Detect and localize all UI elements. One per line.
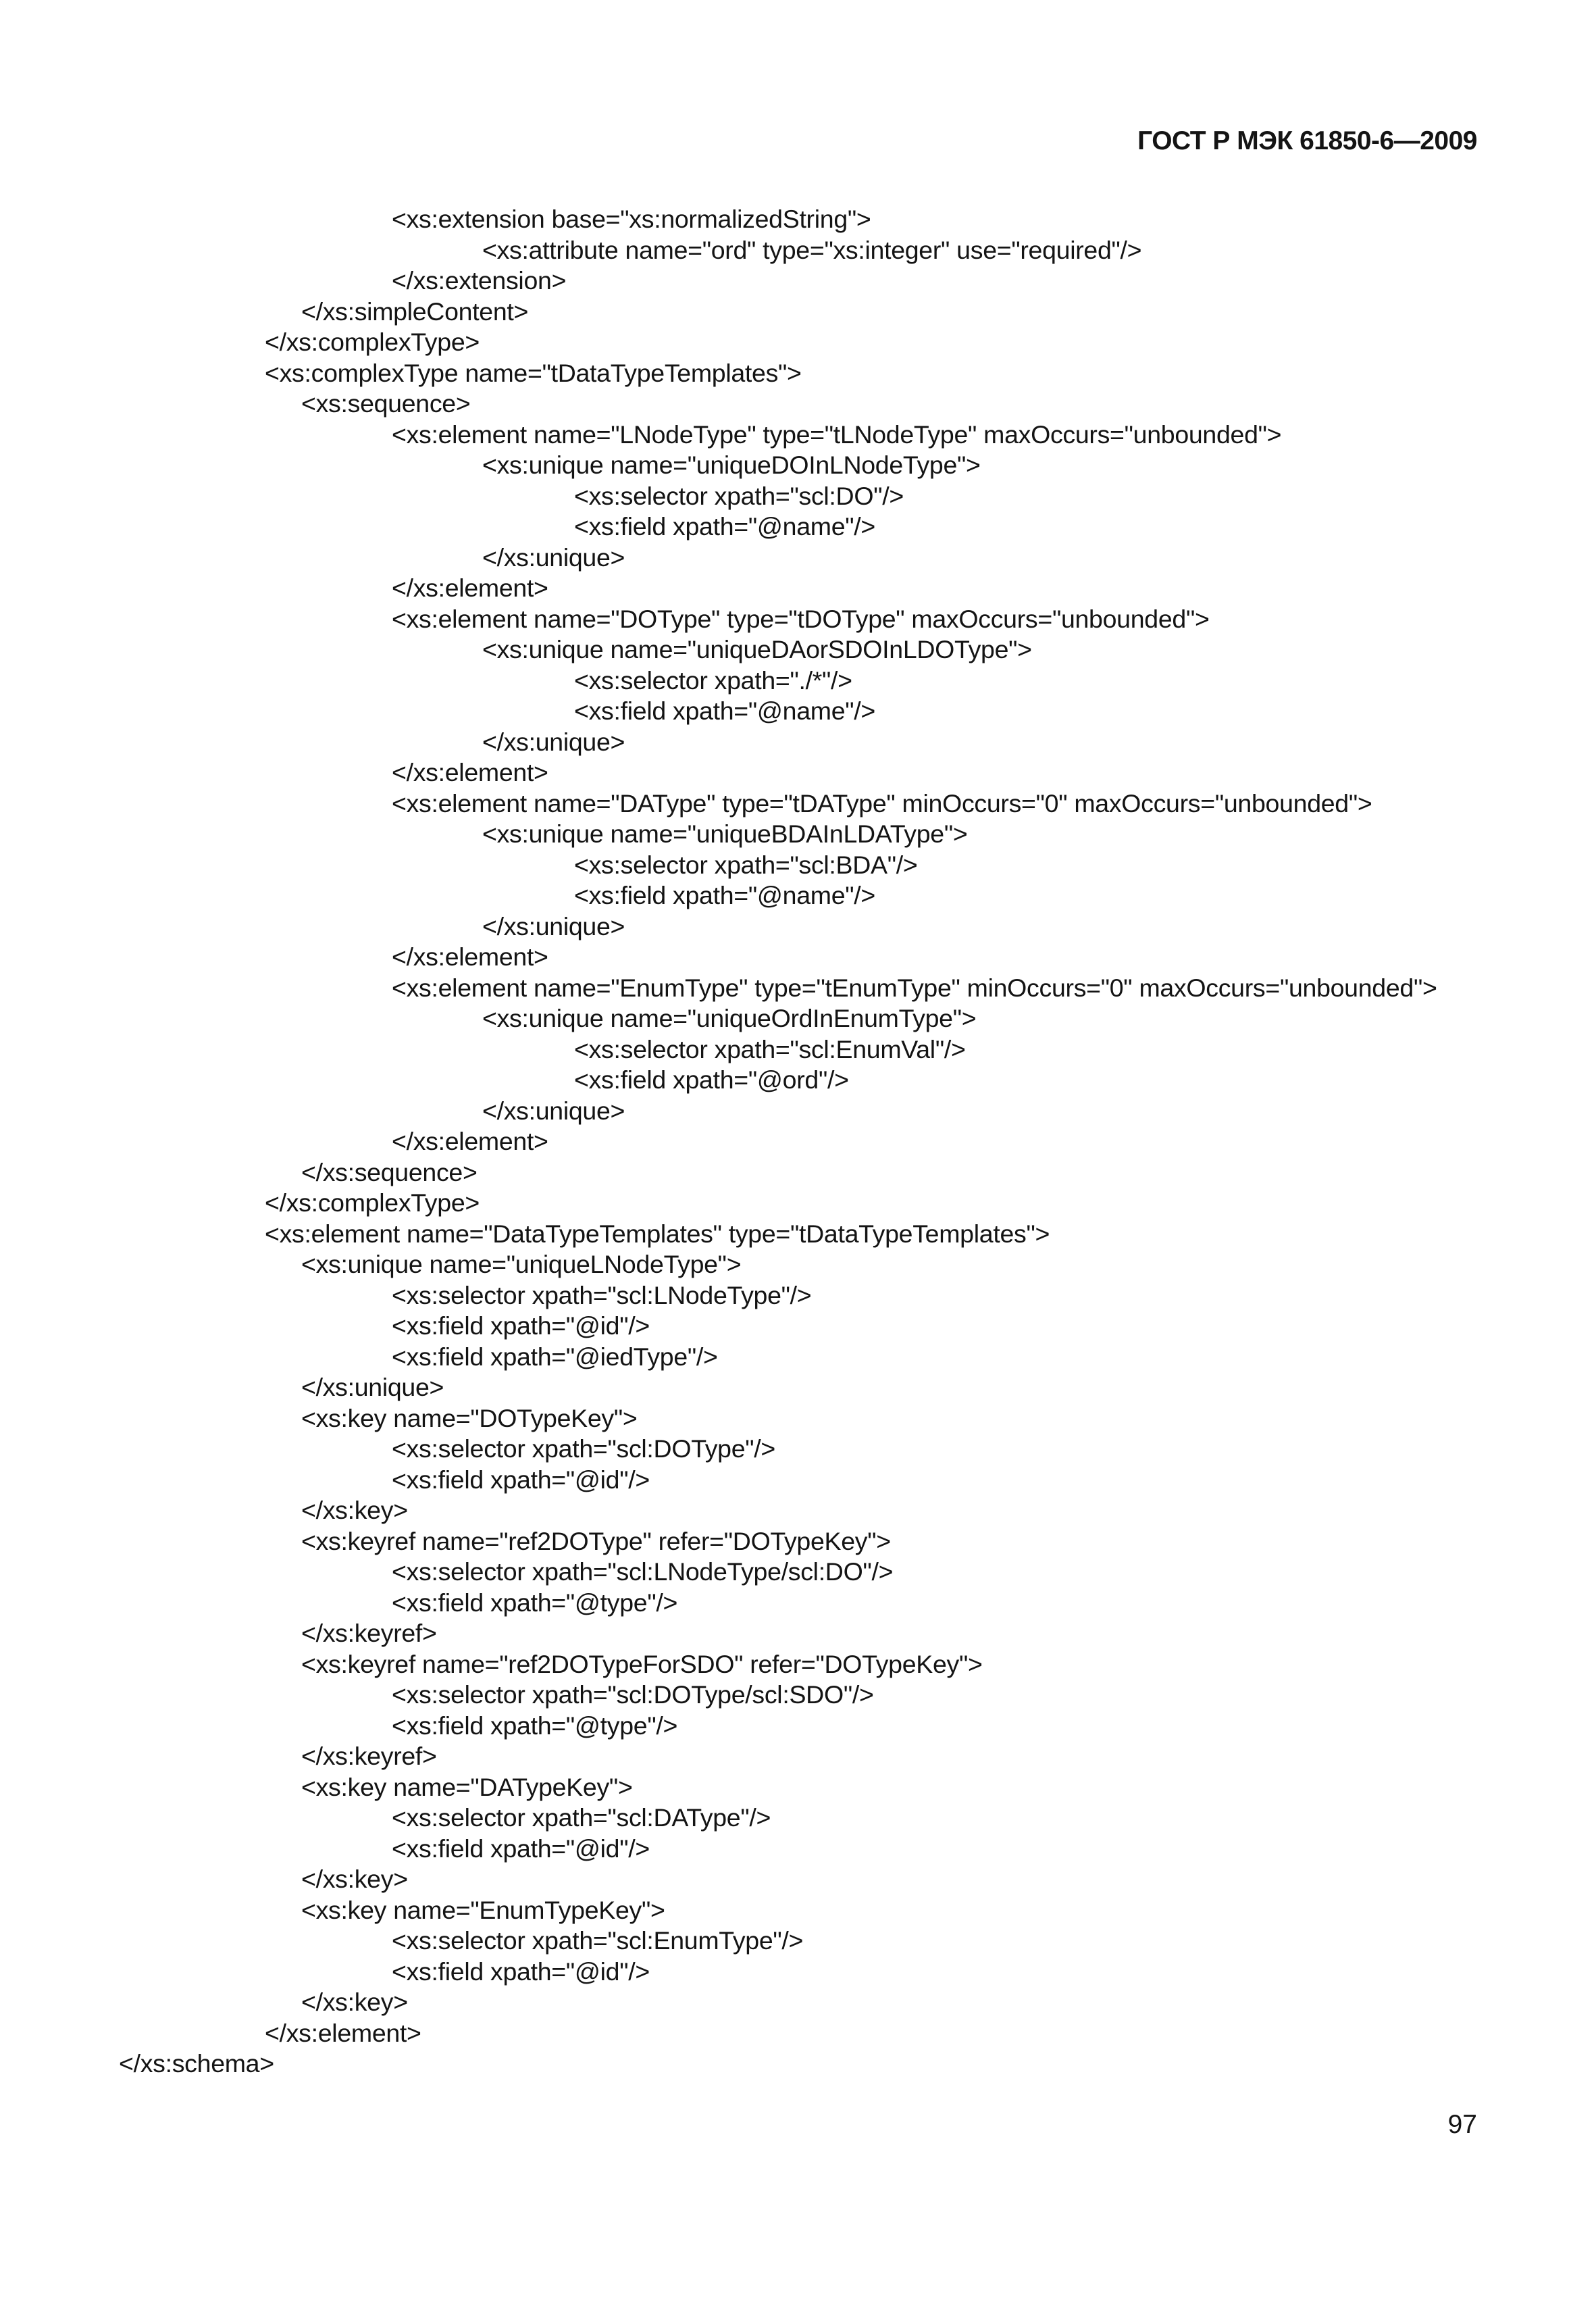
- code-line: <xs:element name="DAType" type="tDAType" minOccurs="0" maxOccurs="unbounded">: [392, 788, 1372, 818]
- code-line: </xs:key>: [301, 1988, 408, 2016]
- code-line: </xs:simpleContent>: [301, 297, 529, 326]
- code-line: <xs:attribute name="ord" type="xs:integer" use="required"/>: [482, 235, 1142, 264]
- code-line: <xs:sequence>: [301, 389, 471, 418]
- code-line: </xs:extension>: [392, 266, 567, 295]
- code-line: </xs:schema>: [119, 2049, 274, 2078]
- code-line: </xs:element>: [265, 2018, 421, 2047]
- code-line: <xs:field xpath="@name"/>: [574, 512, 875, 540]
- code-line: </xs:element>: [392, 942, 548, 971]
- code-line: <xs:field xpath="@name"/>: [574, 697, 875, 725]
- code-line: <xs:selector xpath="scl:EnumType"/>: [392, 1926, 804, 1955]
- code-line: <xs:keyref name="ref2DOTypeForSDO" refer="DOTypeKey">: [301, 1649, 983, 1678]
- code-line: <xs:unique name="uniqueDAorSDOInLDOType">: [482, 635, 1032, 663]
- code-line: <xs:field xpath="@id"/>: [392, 1957, 650, 1986]
- code-line: <xs:element name="LNodeType" type="tLNodeType" maxOccurs="unbounded">: [392, 420, 1282, 449]
- code-line: <xs:key name="DATypeKey">: [301, 1772, 633, 1801]
- code-line: </xs:unique>: [482, 727, 625, 756]
- code-line: </xs:unique>: [482, 911, 625, 940]
- code-line: <xs:selector xpath="scl:DO"/>: [574, 481, 904, 510]
- code-line: </xs:keyref>: [301, 1742, 437, 1770]
- page-number: 97: [1447, 2110, 1477, 2139]
- code-line: <xs:field xpath="@type"/>: [392, 1588, 678, 1617]
- code-line: <xs:selector xpath="scl:EnumVal"/>: [574, 1034, 966, 1063]
- code-line: </xs:unique>: [482, 543, 625, 572]
- code-line: </xs:element>: [392, 758, 548, 786]
- code-line: </xs:element>: [392, 1127, 548, 1155]
- code-line: <xs:field xpath="@id"/>: [392, 1311, 650, 1340]
- code-line: <xs:complexType name="tDataTypeTemplates">: [265, 358, 802, 387]
- code-line: </xs:unique>: [301, 1373, 444, 1401]
- code-line: </xs:complexType>: [265, 1188, 480, 1217]
- code-line: <xs:field xpath="@name"/>: [574, 881, 875, 909]
- code-line: </xs:keyref>: [301, 1619, 437, 1647]
- code-line: </xs:key>: [301, 1865, 408, 1893]
- code-line: <xs:field xpath="@id"/>: [392, 1834, 650, 1863]
- code-line: <xs:unique name="uniqueLNodeType">: [301, 1250, 742, 1278]
- code-line: <xs:field xpath="@id"/>: [392, 1465, 650, 1494]
- code-line: <xs:element name="EnumType" type="tEnumType" minOccurs="0" maxOccurs="unbounded">: [392, 973, 1437, 1002]
- code-line: <xs:field xpath="@ord"/>: [574, 1065, 849, 1094]
- code-line: <xs:extension base="xs:normalizedString">: [392, 205, 871, 233]
- code-line: </xs:sequence>: [301, 1157, 478, 1186]
- code-line: <xs:selector xpath="scl:DOType/scl:SDO"/>: [392, 1680, 874, 1709]
- code-line: </xs:complexType>: [265, 328, 480, 356]
- code-line: <xs:unique name="uniqueBDAInLDAType">: [482, 820, 968, 848]
- code-line: <xs:selector xpath="scl:BDA"/>: [574, 850, 918, 879]
- code-line: <xs:element name="DOType" type="tDOType" maxOccurs="unbounded">: [392, 604, 1210, 633]
- code-line: <xs:selector xpath="scl:DAType"/>: [392, 1803, 771, 1832]
- code-line: <xs:key name="EnumTypeKey">: [301, 1895, 665, 1924]
- code-line: <xs:selector xpath="scl:DOType"/>: [392, 1434, 776, 1463]
- code-line: </xs:element>: [392, 574, 548, 602]
- document-header-standard: ГОСТ Р МЭК 61850-6—2009: [1137, 126, 1477, 155]
- code-line: <xs:keyref name="ref2DOType" refer="DOTypeKey">: [301, 1526, 891, 1555]
- code-line: <xs:selector xpath="scl:LNodeType/scl:DO"/>: [392, 1557, 894, 1586]
- code-line: </xs:unique>: [482, 1096, 625, 1125]
- code-line: <xs:selector xpath="./*"/>: [574, 665, 852, 695]
- code-line: <xs:unique name="uniqueOrdInEnumType">: [482, 1004, 977, 1032]
- code-line: <xs:field xpath="@type"/>: [392, 1711, 678, 1740]
- code-line: </xs:key>: [301, 1496, 408, 1524]
- code-line: <xs:selector xpath="scl:LNodeType"/>: [392, 1280, 812, 1309]
- code-line: <xs:key name="DOTypeKey">: [301, 1403, 638, 1432]
- code-line: <xs:unique name="uniqueDOInLNodeType">: [482, 451, 981, 479]
- code-line: <xs:element name="DataTypeTemplates" type="tDataTypeTemplates">: [265, 1219, 1050, 1248]
- code-line: <xs:field xpath="@iedType"/>: [392, 1342, 718, 1371]
